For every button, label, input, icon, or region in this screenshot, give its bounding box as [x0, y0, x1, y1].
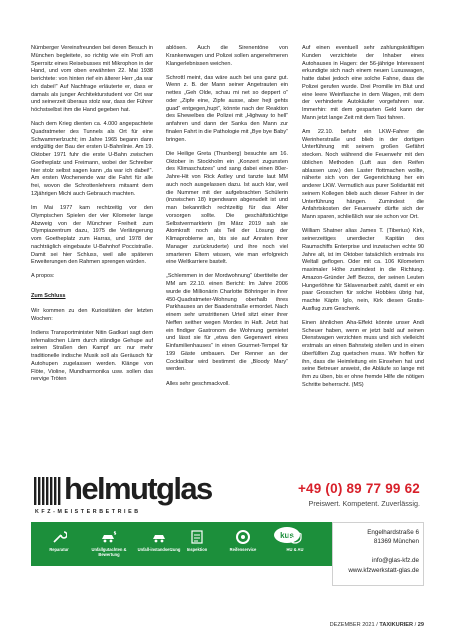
issue-date: DEZEMBER 2021 — [329, 622, 375, 628]
paragraph: ablösen. Auch die Sirenentöne von Krankenwagen und Polizei sollen angenehmeren Klangerlebnissen weichen. — [166, 45, 288, 67]
brand-name: helmutglas — [64, 471, 212, 506]
service-assessment — [83, 530, 135, 564]
brand-subtitle: KFZ-MEISTERBETRIEB — [35, 509, 141, 515]
service-tires — [217, 530, 269, 564]
separator: / — [374, 622, 380, 628]
wrench-icon — [51, 530, 67, 544]
website-link[interactable]: www.kfzwerkstatt-glas.de — [348, 567, 419, 574]
phone-number[interactable]: +49 (0) 89 77 99 62 — [297, 481, 420, 496]
article-column-1 — [31, 45, 153, 453]
service-label: Unfall-instandsetzung — [137, 547, 181, 552]
article-column-2 — [166, 45, 288, 453]
service-label: Inspektion — [186, 547, 208, 552]
article-column-3 — [302, 45, 424, 453]
paragraph: Einen ähnlichen Aha-Effekt könnte unser Andi Scheuer haben, wenn er jetzt bald auf seinen Dienstwagen verzichten muss und sich vielleicht erstmals an einen Bahnsteig stellen und in einen überfüllten Zug quetschen muss. Wir hoffen für ihn, dass die Heimleitung ein Einsehen hat und seine Betreuer anweist, die Abläufe so lange mit ihm zu üben, bis er ohne fremde Hilfe die nötigen Schritte beherrscht. (MS) — [302, 319, 424, 388]
service-label: Unfallgutachten & Bewertung — [91, 547, 127, 557]
checklist-icon — [189, 530, 205, 544]
service-hu-au — [269, 530, 321, 564]
paragraph: Schrottl meint, das wäre auch bei uns ganz gut. Wenn z. B. der Mann seiner Angetrauten ein nettes „Geh Olde, schau mi net so deppert o“ oder „Zipfe eine, Zipfe ausse, aber hejt gehts guad“ entgegen„hupt“, könnte nach der Reaktion des Ehewelbes die Polizei mit „Highway to hell“ anfahren und dann der Sanka den Mann zur finalen Fahrt in die Pathologie mit „Bye bye Baby“ bringen. — [166, 74, 288, 143]
car-crash-icon — [101, 530, 117, 544]
paragraph: „Schlemmen in der Mordwohnung“ übertitelte der MM am 22.10. einen Bericht: Im Jahre 2006 wurde die Millionärin Charlotte Böhringer in ihrer 450-Quadratmeter-Wohnung oberhalb ihres Parkhauses an der Baaderstraße ermordet. Nach einem sehr umstrittenen Urteil sitzt einer ihrer Neffen seither wegen Mordes in Haft. Jetzt hat ein findiger Gastronom die Wohnung gemietet und lässt sie für „etwa den Gegenwert eines Einfamilienhauses“ in einen Gourmet-Tempel für 199 Gäste umbauen. Der Renner an der Cocktailbar wird bestimmt die „Bloody Mary“ werden. — [166, 273, 288, 373]
car-repair-icon — [151, 530, 167, 544]
paragraph: Nürnberger Vereinsfreunden bei deren Besuch in München begleitete, so richtig wie ein Profi am Sperrsitz eines Reisebusses mit Mikrophon in der Hand, und vom oben erwähnten 22. Mai 1938 berichtete: von hinten rief ein älterer Herr „da war ich dabei!“ Auf Nachfrage erläuterte er, dass er damals als junger Architekturstudent vor Ort war und seinerzeit überaus stolz war, dass der Führer höchstselbst ihm die Hand gegeben hat. — [31, 45, 153, 113]
email-link[interactable]: info@glas-kfz.de — [372, 557, 419, 564]
paragraph: Nach dem Krieg dienten ca. 4.000 angepachtete Quadratmeter des Tunnels als Ort für eine Schwammerlzucht; im Jahre 1965 begann dann endgültig der Bau der ersten U-Bahnlinie. Am 19. Oktober 1971 fuhr die erste U-Bahn zwischen Goetheplatz und Freimann, wobei der Schreiber hier stolz selbst sagen kann „da war ich dabei!“. Am ersten Wochenende war die Fahrt für alle frei, wovon die Schrottenlehrers mitsamt dem 12jährigen Michi auch Gebrauch machten. — [31, 121, 153, 197]
address-city: 81369 München — [373, 538, 419, 545]
service-label: HU & AU — [286, 547, 304, 552]
paragraph: Wir kommen zu den Kuriositäten der letzten Wochen: — [31, 307, 153, 322]
advertisement — [31, 471, 424, 586]
paragraph: A propos: — [31, 273, 55, 280]
paragraph: Am 22.10. befuhr ein LKW-Fahrer die Werinherstraße und blieb in der dortigen Unterführung mit seinem großen Gefährt stecken. Noch während die Feuerwehr mit den üblichen Methoden (Luft aus den Reifen ablassen usw.) den Laster flottmachen wollte, näherte sich von der Gegenrichtung her ein anderer LKW. Vermutlich aus purer Solidarität mit seinem Kollegen blieb auch dieser Fahrer in der Unterführung hängen. Zumindest die Anfahrtskosten der Feuerwehr dürfte sich der Mann sparen, schließlich war sie schon vor Ort. — [302, 128, 424, 221]
paragraph: Im Mai 1977 kam rechtzeitig vor den Olympischen Spielen der vier Kilometer lange Abzweig von der Münchner Freiheit zum Olympiazentrum dazu, 1975 die Verlängerung vom Goetheplatz zum Harras, und 1978 der nachträglich eingebaute U-Bahnhof Poccistraße. Damit sei hier Schluss, weil alle späteren Erweiterungen den Rahmen sprengen würden. — [31, 205, 153, 266]
slogan: Preiswert. Kompetent. Zuverlässig. — [308, 499, 420, 508]
article-columns — [31, 45, 424, 453]
service-label: Reparatur — [49, 547, 69, 552]
section-heading: Zum Schluss — [31, 293, 66, 300]
tire-icon — [235, 530, 251, 544]
separator: / — [413, 622, 418, 628]
page-number: 29 — [417, 622, 424, 628]
paragraph: Indiens Transportminister Nitin Gadkari sagt dem infernalischen Lärm durch ständige Gehupe auf seinen Straßen den Kampf an: nur mehr traditionelle indische Musik soll als Geräusch für Autohupen zugelassen werden. Klänge von Flöte, Violine, Mundharmonika usw. sollen das nervige Tröten — [31, 329, 153, 383]
service-inspection — [171, 530, 223, 564]
paragraph: Die Heilige Greta (Thunberg) besuchte am 16. Oktober in Stockholm ein „Konzert zugunsten des Klimaschutzes“ und sang dabei einen 80er-Jahre-Hit von Rick Astley und tanzte laut MM auch noch ausgelassen dazu. Ist auch klar, weil die Nummer mit der aufgebrachten Schülerin (inzwischen 18) irgendwann abgenudelt ist und man bekanntlich rechtzeitig für das Alter vorsorgen sollte. Die geschäftstüchtige Selbstvermarkterin (im März 2019 sah sie Atomkraft noch als Teil der Lösung der Klimaprobleme an, bis sie auf Anraten ihrer Manager zurückruderte) und ihre noch viel smarteren Eltern wissen, wie man erfolgreich eine Weltkarriere bastelt. — [166, 150, 288, 266]
magazine-name: TAXIKURIER — [379, 622, 414, 628]
paragraph: Auf einen eventuell sehr zahlungskräftigen Kunden verzichtete der Inhaber eines Autohauses in Hagen: der 56-jährige Interessent erkundigte sich nach einem neuen Luxuswagen, hatte dabei jedoch eine solche Fahne, dass die Polizei gerufen wurde. Drei Promille im Blut und eine leere Weinflasche in dem Wagen, mit dem der verhinderte Autokäufer vorgefahren war. Immerhin: mit dem gesparten Geld kann der Mann jetzt lange Zeit mit dem Taxi fahren. — [302, 45, 424, 121]
contact-box — [332, 522, 424, 586]
barcode-logo-icon — [34, 477, 62, 505]
service-label: Reifenservice — [229, 547, 257, 552]
kus-label: kus — [280, 531, 294, 540]
service-repair — [33, 530, 85, 564]
brand-logo — [31, 471, 227, 517]
inspection-badge-icon — [287, 530, 303, 544]
paragraph: William Shatner alias James T. (Tiberius) Kirk, seinerzeitiges unerdiecter Kapitän des Raumschiffs Enterprise und inzwischen echte 90 Jahre alt, ist im Oktober tatsächlich erstmals ins Weltall geflogen. Oder mit ca. 106 Kilometern maximaler Höhe zumindest in die Richtung. Amazon-Gründer Jeff Bezos, der seinen Leuten Hungerlöhne für Sklavenarbeit zahlt, damit er ein paar Grosschen für solche Hobbies übrig hat, machte Käptn Iglo, nein, Kirk diesen Gratis-Ausflug zum Geschenk. — [302, 228, 424, 312]
paragraph: Alles sehr geschmackvoll. — [166, 380, 230, 387]
address-street: Engelhardstraße 6 — [367, 529, 419, 536]
page-footer — [330, 622, 424, 628]
